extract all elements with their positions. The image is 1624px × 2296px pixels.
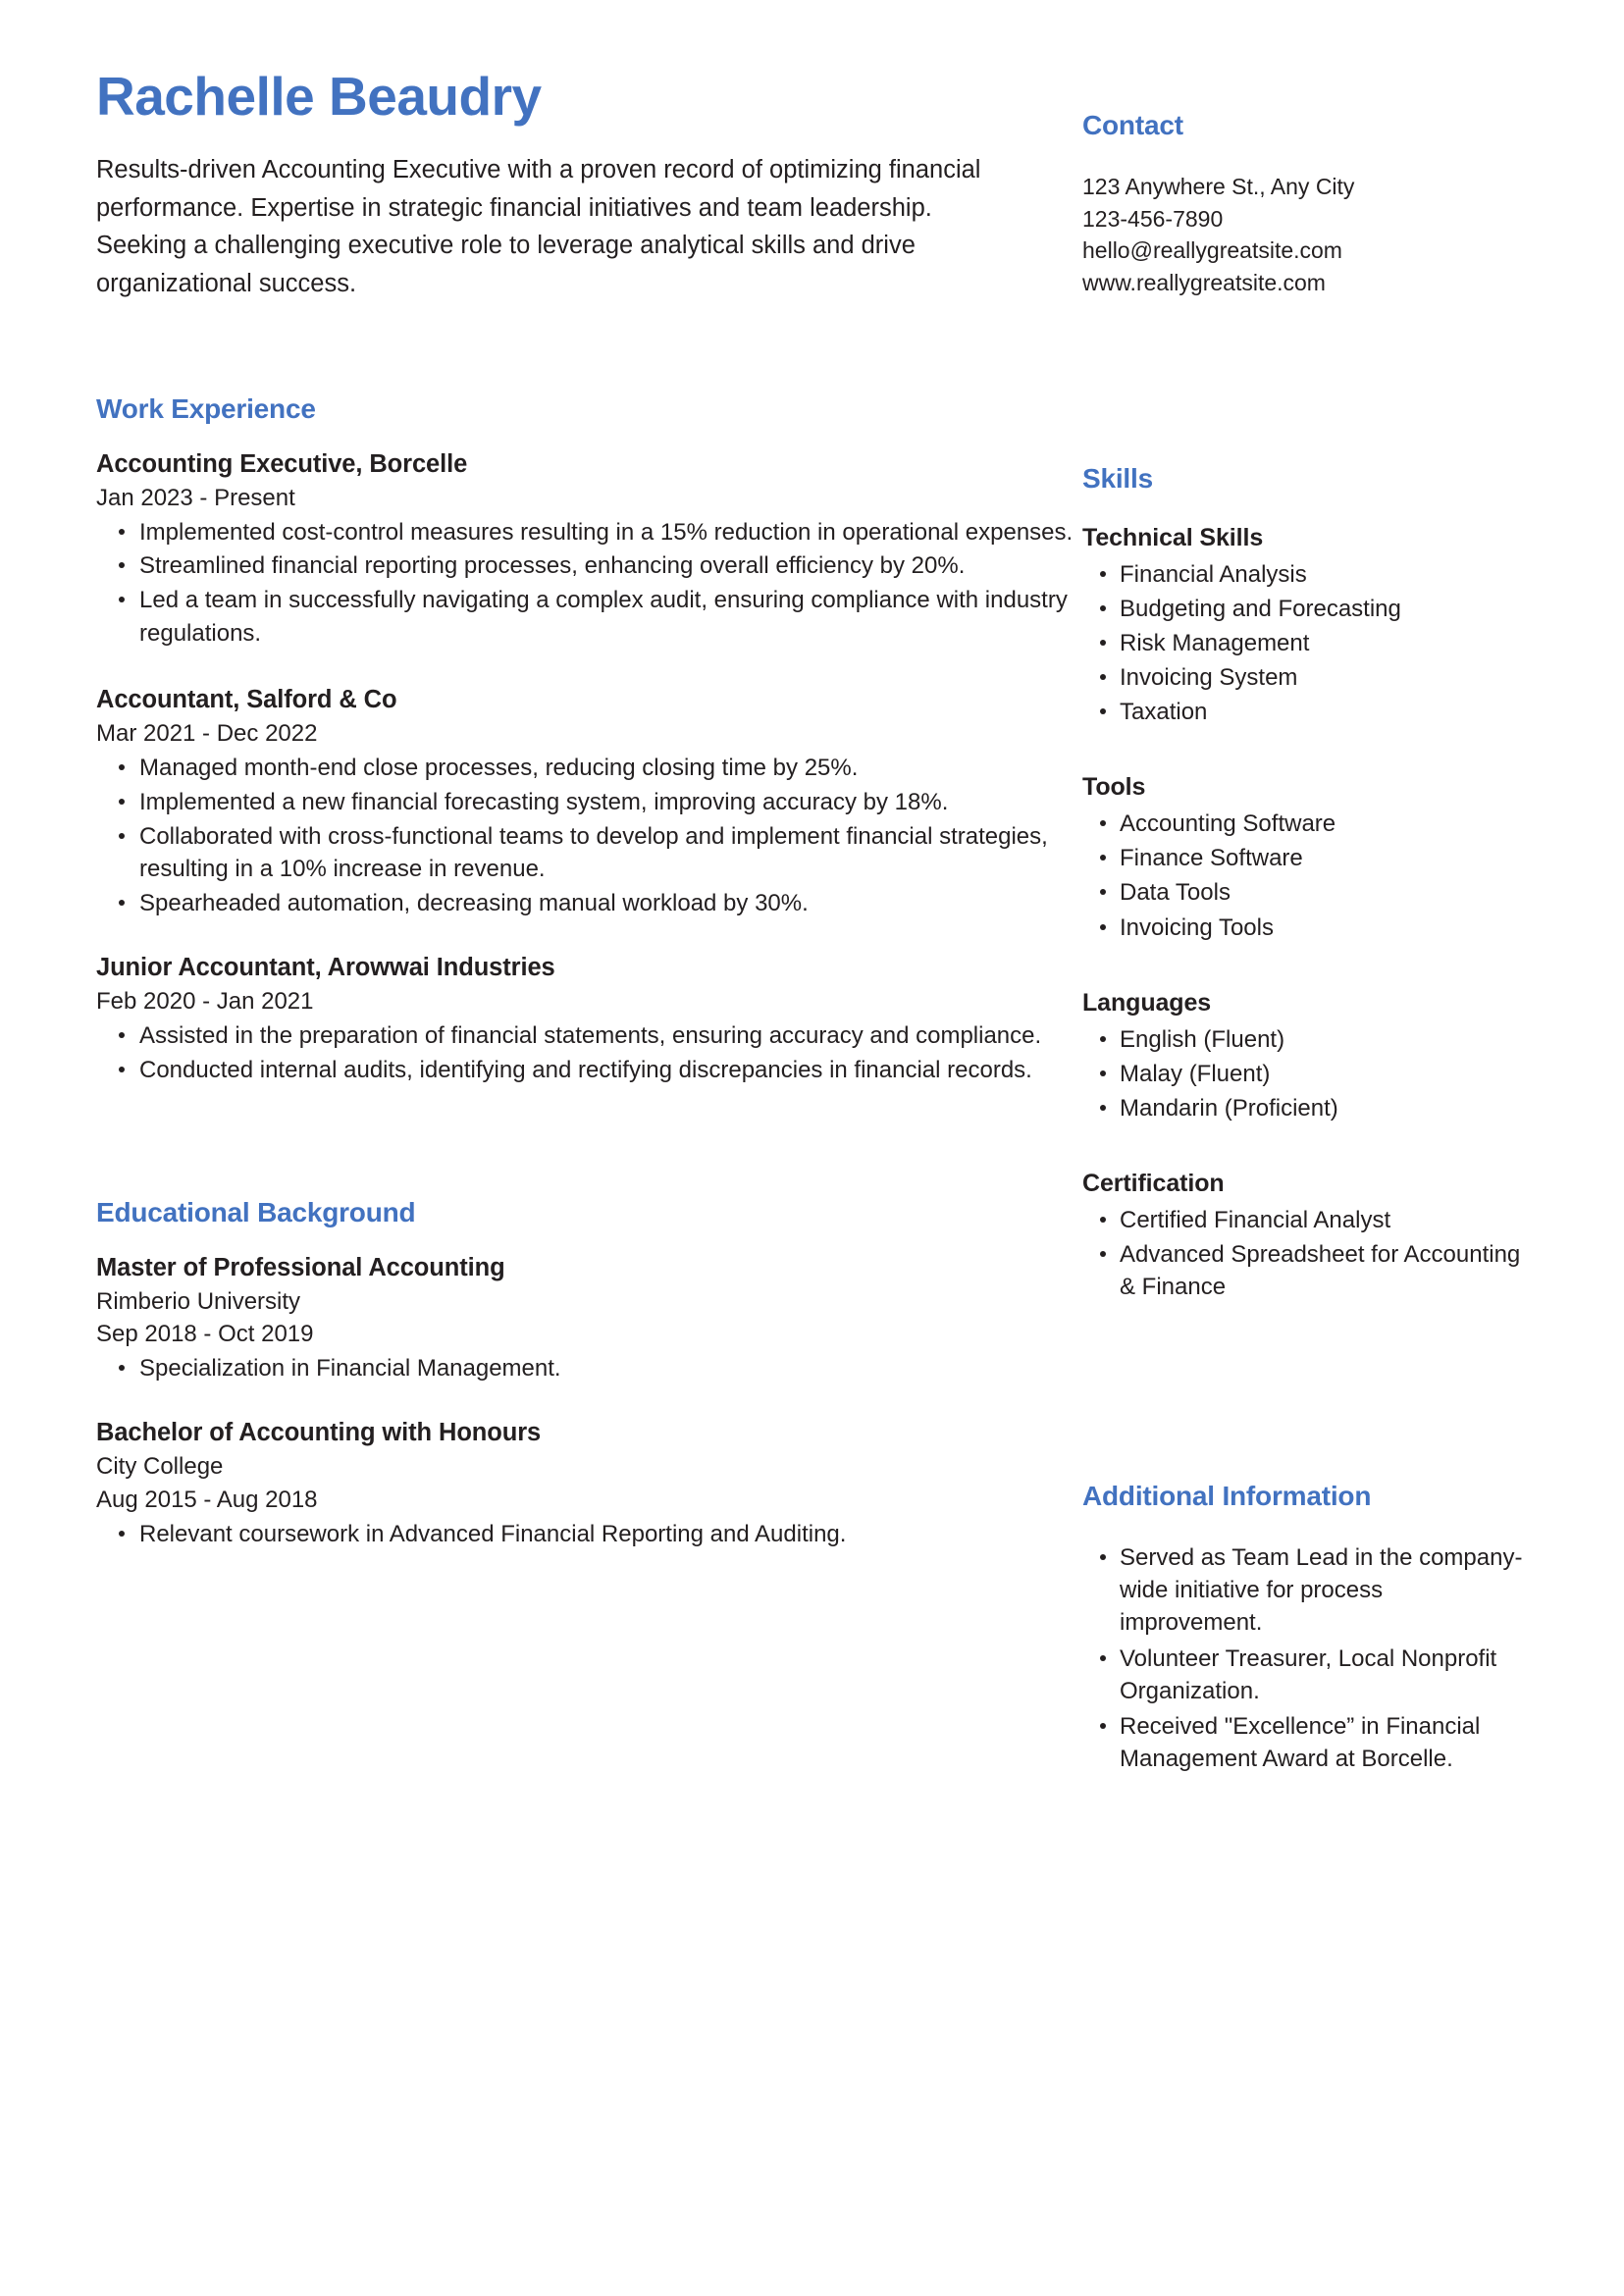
work-experience-heading: Work Experience: [96, 392, 316, 424]
job-bullet-list: [96, 516, 1082, 651]
tool-item: Data Tools: [1082, 876, 1529, 909]
contact-email[interactable]: hello@reallygreatsite.com: [1082, 237, 1342, 264]
education-entry: [96, 1419, 1082, 1551]
contact-phone[interactable]: 123-456-7890: [1082, 205, 1224, 232]
professional-summary: Results-driven Accounting Executive with a proven record of optimizing financial performance. Expertise in strategic financial initiatives and team leadership. Seeking a challenging executive role to leverage analytical skills and drive organizational success.: [96, 155, 981, 297]
job-bullet: Led a team in successfully navigating a complex audit, ensuring compliance with industry regulations.: [96, 584, 1082, 651]
job-bullet-list: [96, 1019, 1082, 1087]
skill-item: Taxation: [1082, 696, 1529, 728]
additional-information-section: [1082, 1481, 1529, 1775]
job-bullet: Managed month-end close processes, reducing closing time by 25%.: [96, 752, 1082, 785]
job-bullet-list: [96, 752, 1082, 920]
job-title: Accounting Executive, Borcelle: [96, 449, 468, 478]
technical-skills-heading: Technical Skills: [1082, 523, 1264, 551]
job-dates: Jan 2023 - Present: [96, 484, 295, 511]
education-section: [96, 1197, 1082, 1551]
education-dates: Aug 2015 - Aug 2018: [96, 1487, 318, 1514]
skill-item: Risk Management: [1082, 627, 1529, 659]
job-title: Accountant, Salford & Co: [96, 685, 397, 713]
education-bullet-list: [96, 1518, 1082, 1551]
language-item: Mandarin (Proficient): [1082, 1092, 1529, 1124]
skill-item: Financial Analysis: [1082, 558, 1529, 591]
work-experience-section: [96, 393, 1082, 1087]
certification-heading: Certification: [1082, 1169, 1225, 1197]
degree-title: Bachelor of Accounting with Honours: [96, 1419, 542, 1447]
languages-list: [1082, 1023, 1529, 1124]
job-bullet: Implemented cost-control measures resulting in a 15% reduction in operational expenses.: [96, 516, 1082, 549]
degree-title: Master of Professional Accounting: [96, 1253, 505, 1281]
job-dates: Mar 2021 - Dec 2022: [96, 719, 318, 747]
additional-info-item: Received "Excellence” in Financial Management Award at Borcelle.: [1082, 1710, 1529, 1775]
skills-group-languages: [1082, 989, 1529, 1124]
school-name: Rimberio University: [96, 1287, 301, 1315]
technical-skills-list: [1082, 558, 1529, 729]
work-entry: [96, 954, 1082, 1087]
contact-address: 123 Anywhere St., Any City: [1082, 174, 1355, 199]
work-entry: [96, 450, 1082, 651]
additional-info-item: Served as Team Lead in the company-wide initiative for process improvement.: [1082, 1541, 1529, 1639]
education-entry: [96, 1254, 1082, 1386]
certification-item: Certified Financial Analyst: [1082, 1204, 1529, 1236]
skills-group-certification: [1082, 1170, 1529, 1303]
additional-information-heading: Additional Information: [1082, 1481, 1372, 1512]
tools-heading: Tools: [1082, 773, 1146, 802]
skills-group-tools: [1082, 773, 1529, 943]
tool-item: Accounting Software: [1082, 808, 1529, 840]
tools-list: [1082, 808, 1529, 943]
certification-item: Advanced Spreadsheet for Accounting & Finance: [1082, 1238, 1529, 1303]
tool-item: Finance Software: [1082, 842, 1529, 874]
language-item: English (Fluent): [1082, 1023, 1529, 1056]
education-bullet: Specialization in Financial Management.: [96, 1352, 1082, 1385]
languages-heading: Languages: [1082, 988, 1212, 1017]
job-bullet: Conducted internal audits, identifying and rectifying discrepancies in financial records.: [96, 1054, 1082, 1087]
certification-list: [1082, 1204, 1529, 1303]
job-bullet: Streamlined financial reporting processes, enhancing overall efficiency by 20%.: [96, 549, 1082, 583]
education-bullet: Relevant coursework in Advanced Financial Reporting and Auditing.: [96, 1518, 1082, 1551]
candidate-name: Rachelle Beaudry: [96, 66, 542, 127]
skills-heading: Skills: [1082, 462, 1153, 494]
additional-information-list: [1082, 1541, 1529, 1775]
job-bullet: Implemented a new financial forecasting system, improving accuracy by 18%.: [96, 786, 1082, 819]
contact-website[interactable]: www.reallygreatsite.com: [1082, 269, 1326, 295]
job-bullet: Collaborated with cross-functional teams to develop and implement financial strategies, resulting in a 10% increase in revenue.: [96, 820, 1082, 887]
job-bullet: Assisted in the preparation of financial statements, ensuring accuracy and compliance.: [96, 1019, 1082, 1053]
tool-item: Invoicing Tools: [1082, 912, 1529, 944]
work-entry: [96, 686, 1082, 920]
right-column: [1082, 69, 1529, 1778]
language-item: Malay (Fluent): [1082, 1058, 1529, 1090]
left-column: [96, 66, 1082, 1778]
job-bullet: Spearheaded automation, decreasing manual workload by 30%.: [96, 887, 1082, 920]
job-title: Junior Accountant, Arowwai Industries: [96, 954, 555, 982]
skills-section: [1082, 463, 1529, 1304]
education-heading: Educational Background: [96, 1196, 416, 1227]
school-name: City College: [96, 1453, 224, 1481]
education-dates: Sep 2018 - Oct 2019: [96, 1321, 314, 1348]
skills-group-technical: [1082, 524, 1529, 729]
additional-info-item: Volunteer Treasurer, Local Nonprofit Organization.: [1082, 1643, 1529, 1707]
contact-section: [1082, 110, 1529, 299]
job-dates: Feb 2020 - Jan 2021: [96, 988, 314, 1016]
contact-heading: Contact: [1082, 110, 1183, 140]
skill-item: Invoicing System: [1082, 661, 1529, 694]
resume-grid: [96, 66, 1529, 1778]
skill-item: Budgeting and Forecasting: [1082, 593, 1529, 625]
education-bullet-list: [96, 1352, 1082, 1385]
